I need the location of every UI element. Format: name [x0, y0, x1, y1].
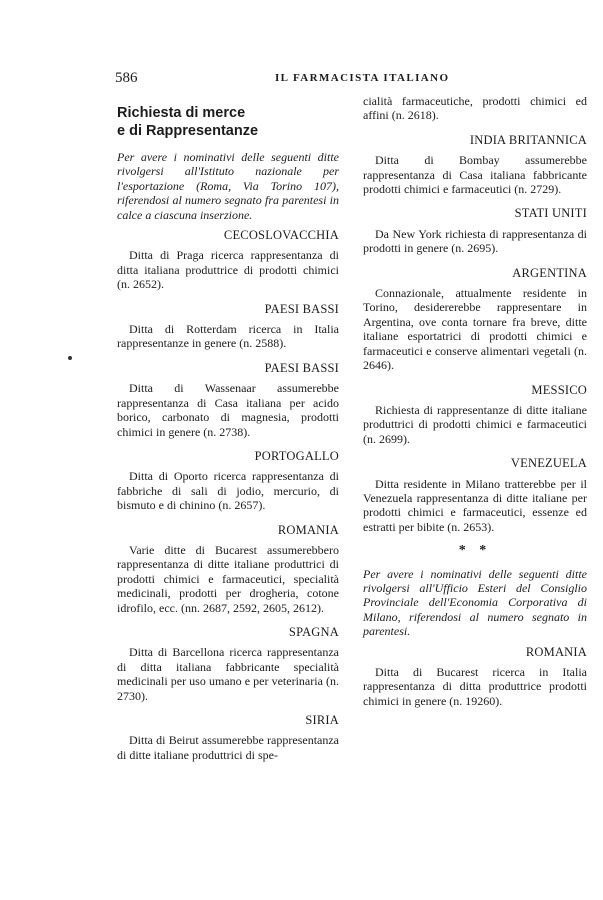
continued-entry: cialità farmaceutiche, prodotti chimici ed affini (n. 2618).: [363, 94, 587, 123]
listing-entry: Richiesta di rappresentanze di ditte italiane produttrici di prodotti chimici e farmaceutici (n. 2699).: [363, 402, 587, 446]
country-heading: CECOSLOVACCHIA: [223, 228, 339, 243]
country-heading: PAESI BASSI: [264, 301, 339, 316]
listing-entry: Ditta di Rotterdam ricerca in Italia rappresentanze in genere (n. 2588).: [117, 322, 339, 351]
right-column: [363, 94, 587, 718]
country-heading: SIRIA: [305, 713, 339, 727]
listing-entry: Varie ditte di Bucarest assumerebbero rappresentanza di ditte italiane produttrici di prodotti chimici e farmaceutici, specialità medicinali, prodotti per drogheria, cotone idrofilo, ecc. (nn. 2687, 2592, 2605, 2612).: [117, 542, 339, 615]
listing-entry: Ditta di Wassenaar assumerebbe rappresentanza di Casa italiana per acido borico, carbonato di magnesia, prodotti chimici in genere (n. 2738).: [117, 381, 339, 439]
title-line-1: Richiesta di merce: [117, 105, 246, 121]
title-line-2: e di Rappresentanze: [117, 123, 259, 139]
country-heading: MESSICO: [531, 382, 587, 397]
listing-entry: Ditta di Beirut assumerebbe rappresentanza di ditte italiane produttrici di spe-: [117, 733, 339, 762]
margin-dot: [68, 356, 72, 360]
listing-entry: Ditta di Barcellona ricerca rappresentanza di ditta italiana fabbricante specialità medicinali per uso umano e per veterinaria (n. 2730).: [117, 645, 339, 703]
country-heading: STATI UNITI: [514, 206, 587, 221]
country-heading: ARGENTINA: [512, 265, 587, 280]
section-separator: * *: [458, 543, 492, 559]
left-column: [117, 94, 339, 772]
listing-entry: Ditta di Bombay assumerebbe rappresentanza di Casa italiana fabbricante prodotti chimici e farmaceutici (n. 2729).: [363, 153, 587, 197]
page-number: 586: [115, 70, 138, 86]
country-heading: PAESI BASSI: [264, 360, 339, 375]
country-heading: ROMANIA: [525, 644, 587, 659]
country-heading: SPAGNA: [288, 624, 339, 639]
intro-text-milano: Per avere i nominativi delle seguenti ditte rivolgersi all'Ufficio Esteri del Consiglio Provinciale dell'Economia Corporativa di Milano, riferendosi al numero segnato in parentesi.: [363, 566, 587, 639]
country-heading: ROMANIA: [277, 522, 339, 537]
listing-entry: Connazionale, attualmente residente in Torino, desidererebbe rappresentare in Argentina, ove conta tornare fra breve, ditte italiane esportatrici di prodotti chimici e farmaceutici e conserve alimentari vegetali (n. 2646).: [363, 286, 587, 373]
listing-entry: Ditta di Bucarest ricerca in Italia rappresentanza di ditta produttrice prodotti chimici in genere (n. 19260).: [363, 665, 587, 708]
country-heading: PORTOGALLO: [254, 448, 339, 463]
listing-entry: Da New York richiesta di rappresentanza di prodotti in genere (n. 2695).: [363, 226, 587, 256]
running-title: IL FARMACISTA ITALIANO: [275, 72, 450, 84]
listing-entry: Ditta residente in Milano tratterebbe per il Venezuela rappresentanza di ditte italiane per prodotti chimici e farmaceutici, essenze ed estratti per bibite (n. 2653).: [363, 476, 587, 534]
listing-entry: Ditta di Oporto ricerca rappresentanza di fabbriche di sali di jodio, mercurio, di bismuto e di chinino (n. 2657).: [117, 469, 339, 513]
listing-entry: Ditta di Praga ricerca rappresentanza di ditta italiana produttrice di prodotti chimici (n. 2652).: [117, 248, 339, 292]
country-heading: INDIA BRITANNICA: [469, 132, 587, 147]
country-heading: VENEZUELA: [510, 456, 587, 471]
section-title: [117, 104, 339, 140]
intro-text: Per avere i nominativi delle seguenti ditte rivolgersi all'Istituto nazionale per l'esportazione (Roma, Via Torino 107), riferendosi al numero segnato fra parentesi in calce a ciascuna inserzione.: [117, 150, 339, 222]
